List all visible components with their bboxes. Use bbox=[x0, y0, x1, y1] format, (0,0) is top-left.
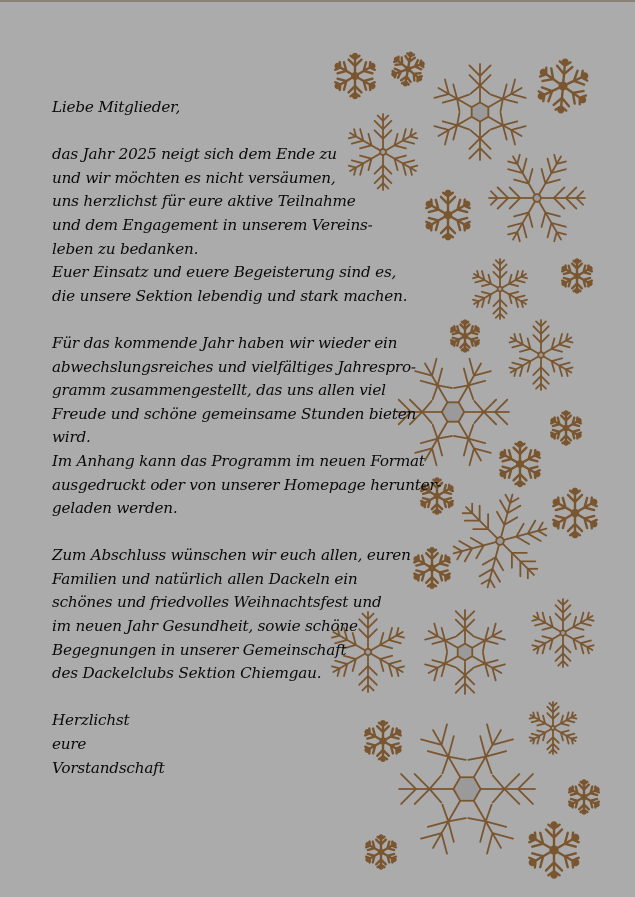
greeting: Liebe Mitglieder, bbox=[52, 98, 181, 116]
snowflake-icon bbox=[333, 54, 378, 98]
text-line: Im Anhang kann das Programm im neuen Format bbox=[52, 451, 425, 470]
text-line: geladen werden. bbox=[52, 499, 178, 518]
text-line: ausgedruckt oder von unserer Homepage herunter- bbox=[52, 475, 442, 494]
closing bbox=[52, 709, 452, 780]
snowflake-icon bbox=[442, 483, 557, 600]
text-line: schönes und friedvolles Weihnachtsfest und bbox=[52, 593, 382, 612]
snowflake-icon bbox=[389, 50, 428, 88]
closing-line: Herzlichst bbox=[52, 711, 130, 730]
text-line: und dem Engagement in unserem Vereins- bbox=[52, 215, 373, 234]
snowflake-icon bbox=[471, 259, 530, 319]
text-line: des Dackelclubs Sektion Chiemgau. bbox=[52, 664, 322, 683]
text-line: im neuen Jahr Gesundheit, sowie schöne bbox=[52, 617, 358, 636]
text-line: gramm zusammengestellt, das uns allen viel bbox=[52, 381, 386, 400]
text-line: Für das kommende Jahr haben wir wieder ein bbox=[52, 333, 398, 352]
text-line: uns herzlichst für eure aktive Teilnahme bbox=[52, 192, 356, 211]
snowflake-icon bbox=[528, 702, 579, 754]
text-line: Zum Abschluss wünschen wir euch allen, euren bbox=[52, 546, 411, 565]
signature: Vorstandschaft bbox=[52, 758, 165, 777]
text-line: Euer Einsatz und euere Begeisterung sind es, bbox=[52, 263, 397, 282]
snowflake-icon bbox=[530, 599, 596, 667]
text-line: und wir möchten es nicht versäumen, bbox=[52, 168, 336, 187]
text-line: leben zu bedanken. bbox=[52, 239, 199, 258]
snowflake-icon bbox=[507, 320, 575, 390]
snowflake-icon bbox=[560, 260, 593, 293]
snowflake-icon bbox=[534, 57, 592, 114]
paragraph-thanks bbox=[52, 143, 452, 308]
snowflake-icon bbox=[526, 823, 582, 878]
text-line: Familien und natürlich allen Dackeln ein bbox=[52, 569, 358, 588]
letter-body bbox=[52, 96, 452, 780]
paragraph-wishes bbox=[52, 544, 452, 686]
snowflake-icon bbox=[498, 442, 543, 486]
snowflake-icon bbox=[449, 321, 480, 352]
text-line: Freude und schöne gemeinsame Stunden bieten bbox=[52, 404, 417, 423]
snowflake-icon bbox=[551, 489, 600, 537]
text-line: die unsere Sektion lebendig und stark machen. bbox=[52, 286, 408, 305]
snowflake-icon bbox=[549, 412, 582, 445]
closing-line: eure bbox=[52, 735, 87, 754]
snowflake-icon bbox=[364, 836, 397, 869]
text-line: wird. bbox=[52, 428, 91, 447]
text-line: abwechslungsreiches und vielfältiges Jahrespro- bbox=[52, 357, 416, 376]
snowflake-icon bbox=[472, 133, 601, 263]
paragraph-program bbox=[52, 332, 452, 521]
text-line: das Jahr 2025 neigt sich dem Ende zu bbox=[52, 145, 337, 164]
text-line: Begegnungen in unserer Gemeinschaft bbox=[52, 640, 347, 659]
snowflake-icon bbox=[567, 781, 600, 814]
